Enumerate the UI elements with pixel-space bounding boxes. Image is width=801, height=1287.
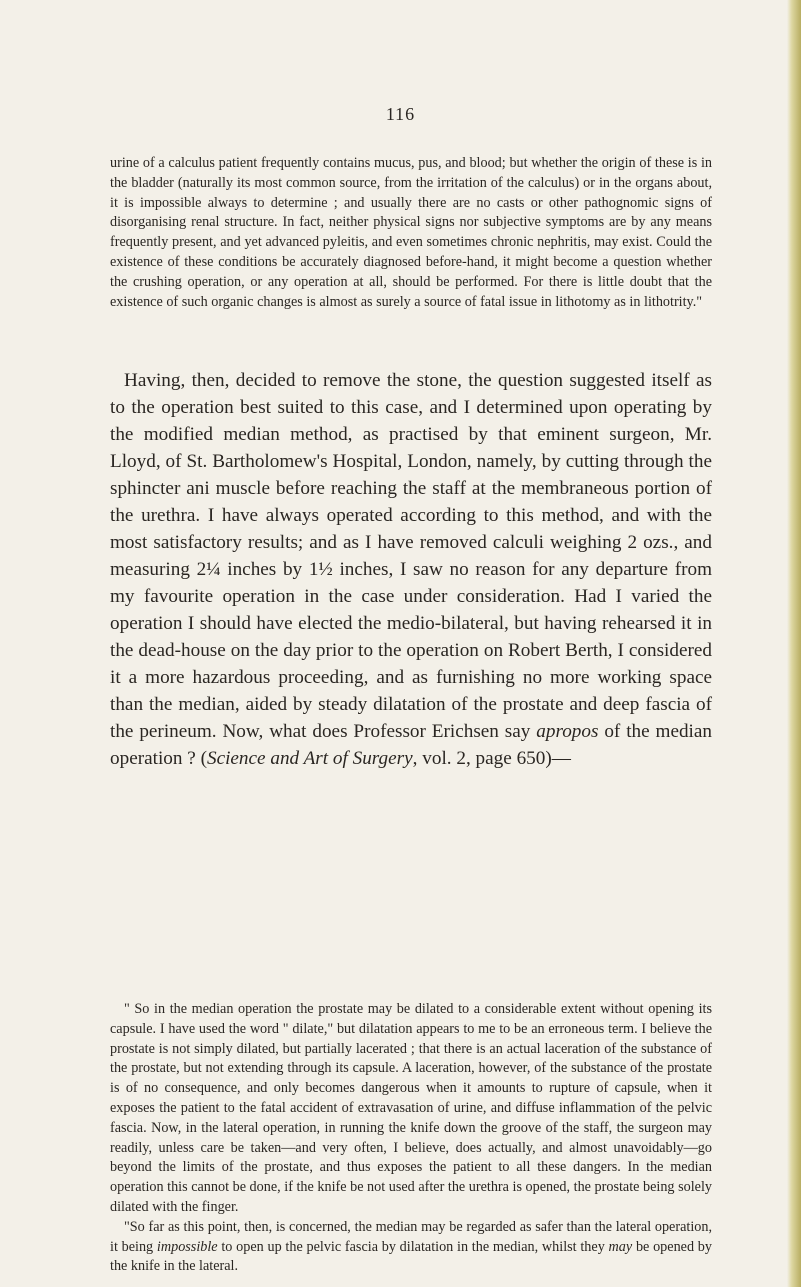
p2-end: be opened by the knife in the lateral. (110, 1238, 712, 1275)
quote-bottom-paragraph-1: " So in the median operation the prostate may be dilated to a considerable extent without opening its capsule. I have used the word " dilate," but dilatation appears to me to be an erroneous term. I believe the prostate is not simply dilated, but partially lacerated ; that there is an actual laceration of the substance of the prostate, but not extending through its capsule. A laceration, however, of the substance of the prostate is of no consequence, and only becomes dangerous when it amounts to rupture of capsule, when it exposes the patient to the fatal accident of extravasation of urine, and diffuse inflammation of the pelvic fascia. Now, in the lateral operation, in running the knife down the groove of the staff, the surgeon may readily, unless care be taken—and very often, I believe, does actually, and almost unavoidably—go beyond the limits of the prostate, and thus exposes the patient to all these dangers. In the median operation this cannot be done, if the knife be not used after the urethra is opened, the prostate being solely dilated with the finger. (110, 1001, 712, 1215)
quoted-passage-top (110, 154, 712, 312)
main-text-start: Having, then, decided to remove the stone, the question suggested itself as to the operation best suited to this case, and I determined upon operating by the modified median method, as practised by that eminent surgeon, Mr. Lloyd, of St. Bartholomew's Hospital, London, namely, by cutting through the sphincter ani muscle before reaching the staff at the membraneous portion of the urethra. I have always operated according to this method, and with the most satisfactory results; and as I have removed calculi weighing 2 ozs., and measuring 2¼ inches by 1½ inches, I saw no reason for any departure from my favourite operation in the case under consideration. Had I varied the operation I should have elected the medio-bilateral, but having rehearsed it in the dead-house on the day prior to the operation on Robert Berth, I considered it a more hazardous proceeding, and as furnishing no more working space than the median, aided by steady dilatation of the prostate and deep fascia of the perineum. Now, what does Professor Erichsen say (110, 370, 712, 742)
quote-bottom-paragraph-2 (110, 1218, 712, 1277)
quoted-passage-bottom (110, 1000, 712, 1277)
book-title: Science and Art of Surgery (206, 748, 413, 769)
main-text-mid: of the median operation ? ( (110, 721, 712, 769)
impossible-italic: impossible (156, 1238, 218, 1255)
p2-mid: to open up the pelvic fascia by dilatation in the median, whilst they (217, 1238, 609, 1255)
p2-start: "So far as this point, then, is concerned, the median may be regarded as safer than the lateral operation, it being (110, 1218, 712, 1255)
main-paragraph (110, 367, 712, 772)
page-edge (787, 0, 801, 1287)
apropos-italic: apropos (536, 721, 599, 742)
main-paragraph-text (110, 367, 712, 772)
may-italic: may (608, 1238, 633, 1255)
quote-top-paragraph: urine of a calculus patient frequently contains mucus, pus, and blood; but whether the origin of these is in the bladder (naturally its most common source, from the irritation of the calculus) or in the organs about, it is impossible always to determine ; and usually there are no casts or other pathognomic signs of disorganising renal structure. In fact, neither physical signs nor subjective symptoms are by any means frequently present, and yet advanced pyleitis, and even sometimes chronic nephritis, may exist. Could the existence of these conditions be accurately diagnosed before-hand, it might become a question whether the crushing operation, or any operation at all, should be performed. For there is little doubt that the existence of such organic changes is almost as surely a source of fatal issue in lithotomy as in lithotrity." (110, 155, 712, 310)
page-number: 116 (385, 104, 416, 124)
main-text-end: , vol. 2, page 650)— (412, 748, 571, 769)
